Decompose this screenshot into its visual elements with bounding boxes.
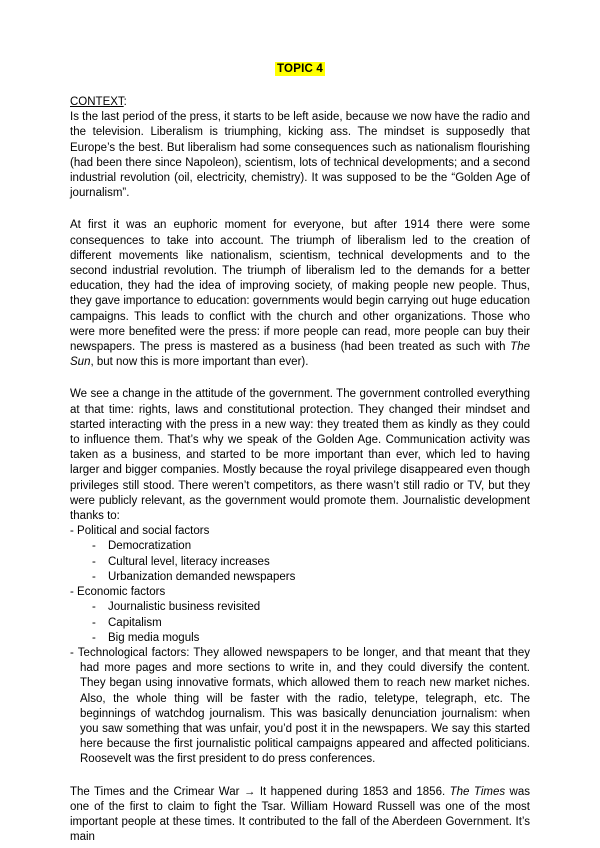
paragraph-context-body: Is the last period of the press, it starts to be left aside, because we now have the radio and the television. Liberalism is triumphing, kicking ass. The mindset is supposedly that Europe’s the best. But liberalism had some consequences such as nationalism flourishing (had been there since Napoleon), scientism, lots of technical developments; and a second industrial revolution (oil, electricity, chemistry). It was supposed to be the “Golden Age of journalism”.: [70, 111, 530, 200]
paragraph-euphoric-moment-part2: , but now this is more important than ever).: [90, 356, 309, 369]
factors-list: [70, 524, 530, 646]
section-heading-context-colon: :: [123, 96, 127, 108]
paragraph-times-crimean-war-part1: The Times and the Crimear War → It happened during 1853 and 1856.: [70, 785, 450, 798]
publication-name-the-sun: The Sun: [70, 341, 530, 369]
publication-name-the-times: The Times: [449, 785, 506, 798]
paragraph-euphoric-moment: [70, 218, 530, 370]
list-item: - Economic factors: [70, 586, 166, 599]
section-heading-context-label: CONTEXT: [70, 96, 124, 108]
paragraph-euphoric-moment-part1: At first it was an euphoric moment for everyone, but after 1914 there were some consequences to take into account. The triumph of liberalism led to the creation of different movements like nationalism, scientism, technical developments and to the second industrial revolution. The triumph of liberalism led to the demands for a better education, they had the idea of improving society, of making people new people. Thus, they gave importance to education: governments would begin carrying out huge education campaigns. This leads to conflict with the church and other organizations. Those who were more benefited were the press: if more people can read, more people can buy their newspapers. The press is mastered as a business (had been treated as such with: [70, 219, 530, 354]
paragraph-times-crimean-war: [70, 785, 530, 846]
paragraph-government-attitude: We see a change in the attitude of the government. The government controlled everything at that time: rights, laws and constitutional protection. They changed their mindset and started interacting with the press in a new way: they treated them as kindly as they could to influence them. That’s why we speak of the Golden Age. Communication activity was taken as a business, and started to be more important than ever, which led to having larger and bigger companies. Mostly because the royal privilege disappeared even though privileges still stood. There weren’t competitors, as there wasn’t still radio or TV, but they were publicly relevant, as the government would promote them. Journalistic development thanks to:: [70, 388, 530, 523]
list-item: - Urbanization demanded newspapers: [70, 570, 530, 585]
list-item: - Democratization: [70, 539, 530, 554]
list-item: - Political and social factors: [70, 525, 210, 538]
section-heading-context: [70, 95, 530, 110]
paragraph-times-crimean-war-part2: was one of the first to claim to fight the Tsar. William Howard Russell was one of the most important people at these times. It contributed to the fall of the Aberdeen Government. It’s main: [70, 785, 531, 844]
document-content: [70, 62, 530, 845]
list-item: - Cultural level, literacy increases: [70, 555, 530, 570]
page-title: [70, 62, 530, 77]
list-item: - Journalistic business revisited: [70, 600, 530, 615]
list-item: - Capitalism: [70, 616, 530, 631]
list-item: - Big media moguls: [70, 631, 530, 646]
page-title-highlight: TOPIC 4: [277, 63, 323, 75]
paragraph-technological-factors: - Technological factors: They allowed newspapers to be longer, and that meant that they had more pages and more sections to write in, and they could diversify the content. They began using innovative formats, which allowed them to reach new market niches. Also, the whole thing will be faster with the radio, teletype, telegraph, etc. The beginnings of watchdog journalism. This was basically denunciation journalism: when you saw something that was unfair, you’d post it in the newspapers. We say this started here because the first journalistic political campaigns appeared and affected politicians. Roosevelt was the first president to do press conferences.: [70, 646, 530, 766]
